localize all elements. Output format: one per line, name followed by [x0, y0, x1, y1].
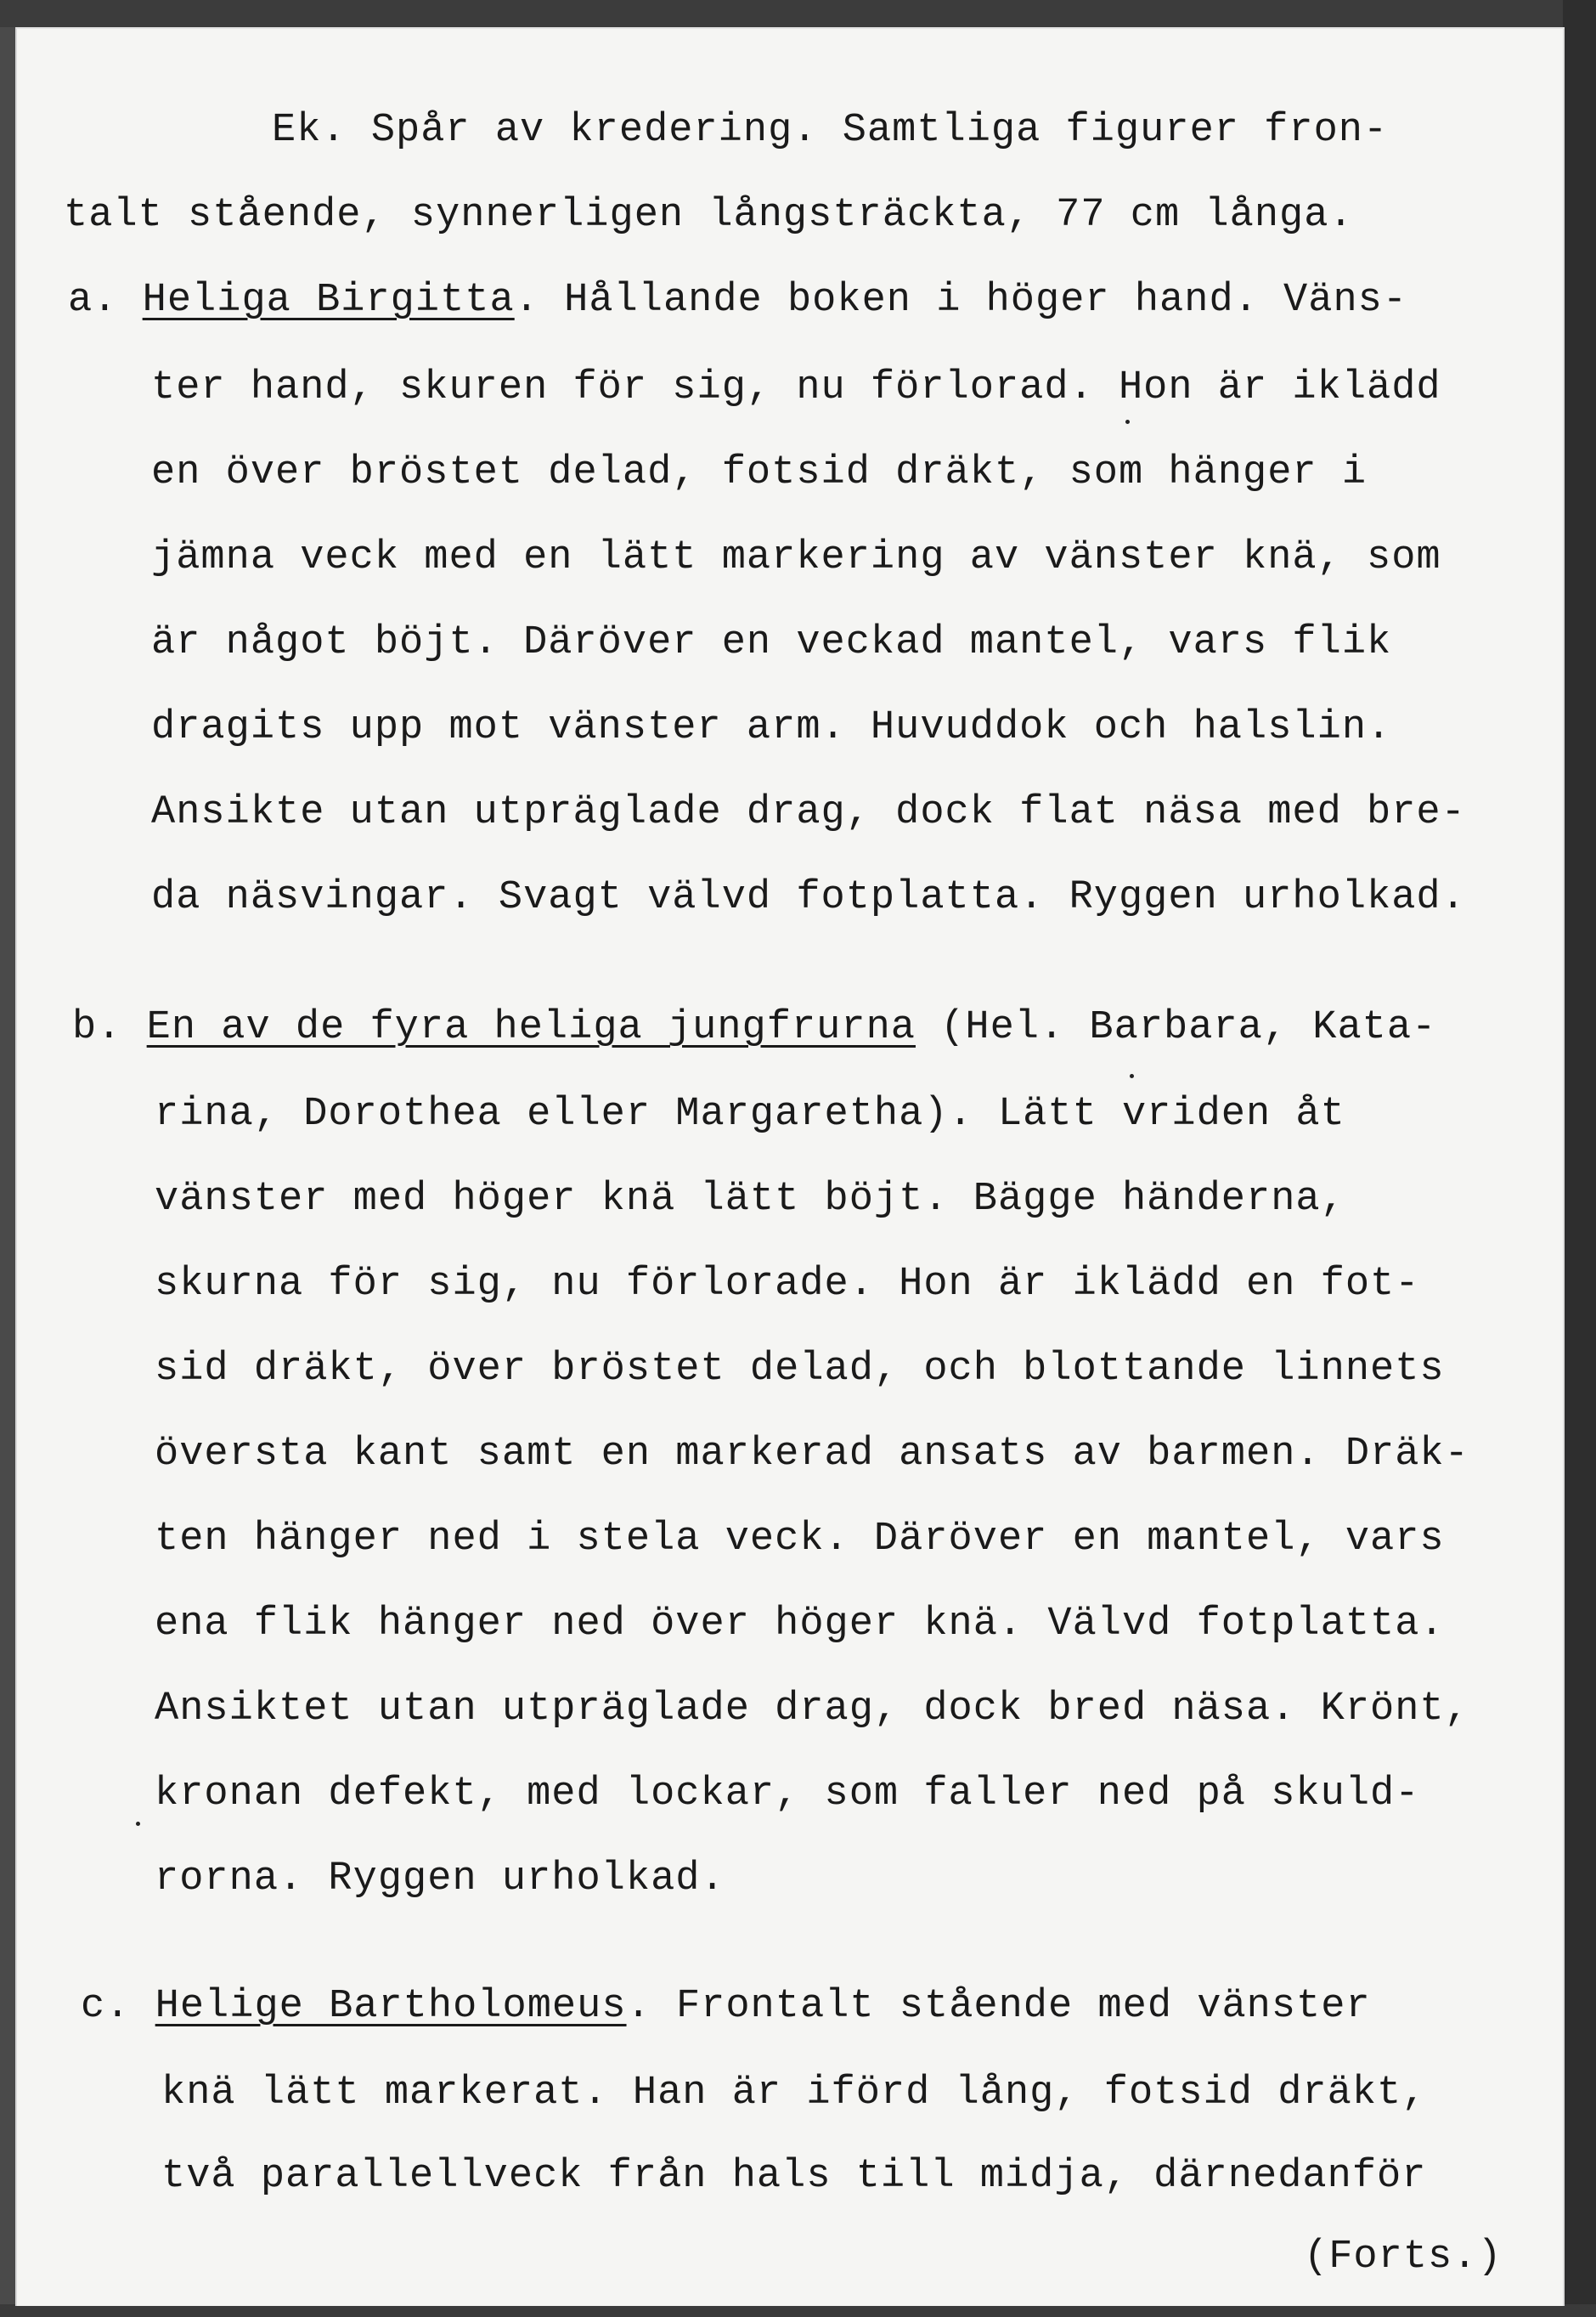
item-c-line: knä lätt markerat. Han är iförd lång, fotsid dräkt,: [161, 2071, 1427, 2116]
item-c-title: Helige Bartholomeus: [155, 1984, 627, 2029]
item-a-letter: a.: [68, 278, 118, 323]
item-a-first-line-rest: . Hållande boken i höger hand. Väns-: [514, 278, 1408, 323]
item-b-first-line: [72, 1004, 1436, 1052]
item-a-line: da näsvingar. Svagt välvd fotplatta. Ryggen urholkad.: [151, 875, 1466, 920]
item-a-line: en över bröstet delad, fotsid dräkt, som hänger i: [151, 450, 1368, 495]
scan-border-right: [1563, 0, 1596, 2317]
item-a-title: Heliga Birgitta: [142, 278, 515, 323]
item-a-line: jämna veck med en lätt markering av vänster knä, som: [151, 535, 1441, 580]
item-b-line: översta kant samt en markerad ansats av barmen. Dräk-: [155, 1432, 1469, 1477]
item-b-line: Ansiktet utan utpräglade drag, dock bred näsa. Krönt,: [155, 1687, 1469, 1732]
scan-border-top: [0, 0, 1596, 27]
item-c-first-line: [81, 1983, 1371, 2031]
item-c-first-line-rest: . Frontalt stående med vänster: [626, 1984, 1371, 2029]
item-a-line: Ansikte utan utpräglade drag, dock flat näsa med bre-: [151, 790, 1466, 835]
item-b-line: vänster med höger knä lätt böjt. Bägge händerna,: [155, 1177, 1345, 1222]
item-c-line: två parallellveck från hals till midja, därnedanför: [161, 2154, 1427, 2199]
item-b-line: ena flik hänger ned över höger knä. Välvd fotplatta.: [155, 1602, 1445, 1647]
item-b-line: kronan defekt, med lockar, som faller ned på skuld-: [155, 1772, 1420, 1817]
item-b-letter: b.: [72, 1005, 122, 1050]
typewritten-page: [15, 27, 1565, 2306]
item-a-first-line: [68, 277, 1407, 325]
intro-line-2: talt stående, synnerligen långsträckta, 77 cm långa.: [64, 193, 1354, 238]
scan-speck: [1125, 420, 1130, 424]
intro-line-1: Ek. Spår av kredering. Samtliga figurer fron-: [272, 108, 1389, 153]
item-b-line: rina, Dorothea eller Margaretha). Lätt vriden åt: [155, 1092, 1345, 1137]
item-b-line: sid dräkt, över bröstet delad, och blottande linnets: [155, 1347, 1445, 1392]
item-b-line: rorna. Ryggen urholkad.: [155, 1856, 725, 1902]
item-b-line: ten hänger ned i stela veck. Däröver en mantel, vars: [155, 1517, 1445, 1562]
item-a-line: är något böjt. Däröver en veckad mantel, vars flik: [151, 620, 1392, 665]
scan-speck: [136, 1822, 140, 1826]
item-b-line: skurna för sig, nu förlorade. Hon är iklädd en fot-: [155, 1262, 1420, 1307]
item-b-title: En av de fyra heliga jungfrurna: [146, 1005, 916, 1050]
scan-speck: [1130, 1074, 1134, 1078]
scan-border-bottom: [0, 2304, 1596, 2317]
item-c-letter: c.: [81, 1984, 131, 2029]
item-b-first-line-rest: (Hel. Barbara, Kata-: [915, 1005, 1437, 1050]
continued-note: (Forts.): [1304, 2235, 1503, 2280]
item-a-line: dragits upp mot vänster arm. Huvuddok och halslin.: [151, 705, 1392, 750]
item-a-line: ter hand, skuren för sig, nu förlorad. Hon är iklädd: [151, 365, 1441, 410]
